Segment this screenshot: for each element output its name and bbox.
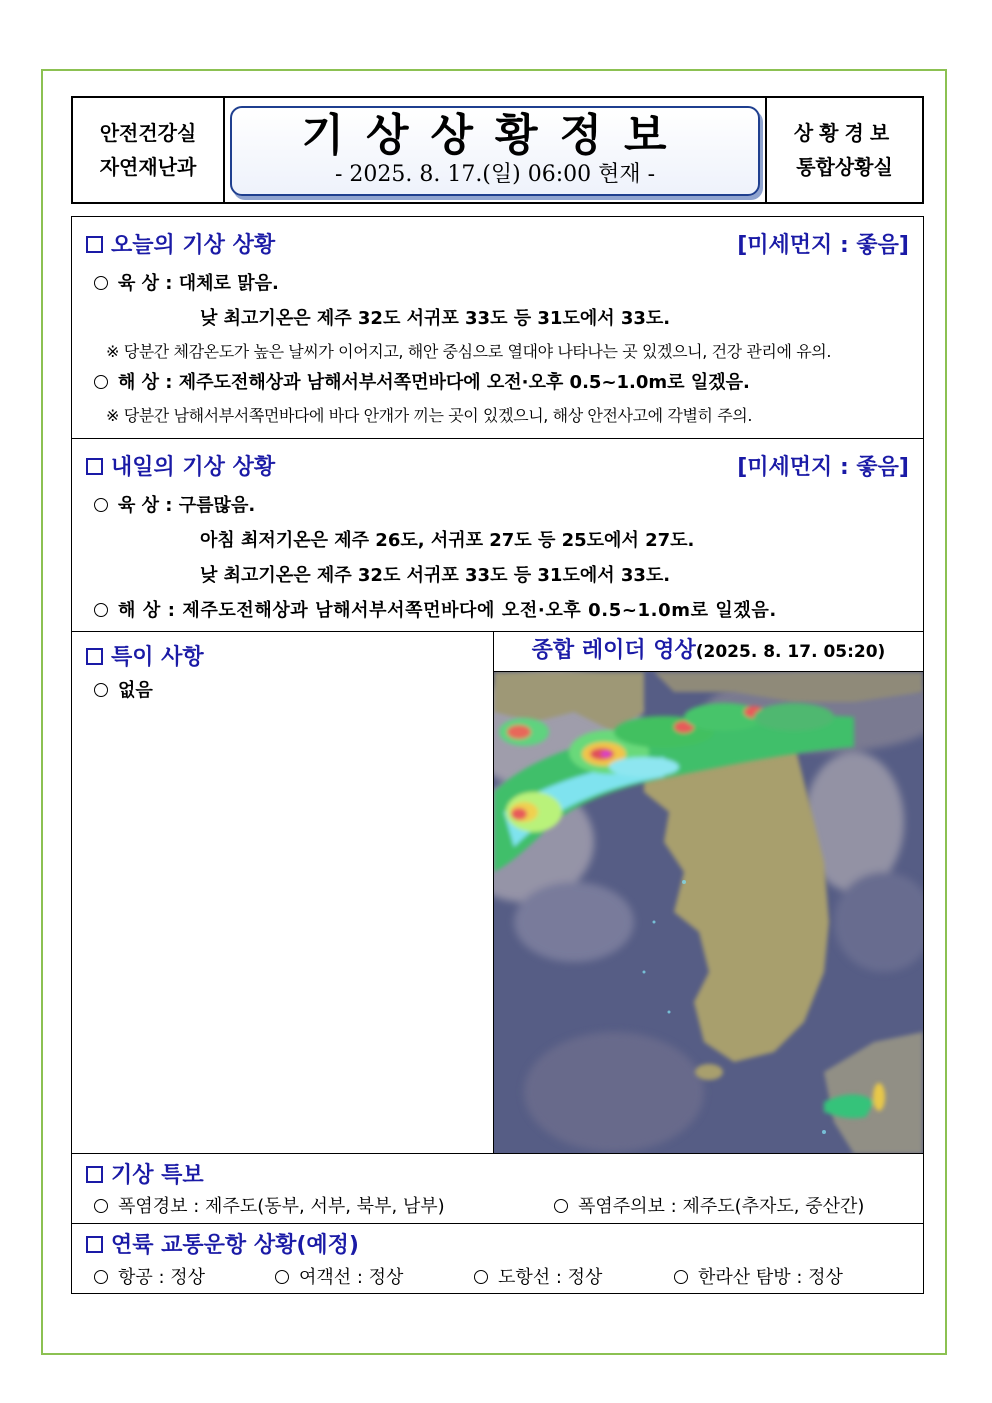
tomorrow-day-temp: 낮 최고기온은 제주 32도 서귀포 33도 등 31도에서 33도. [200,565,671,586]
transport-air: 항공 : 정상 [94,1263,205,1289]
transport-title: 연륙 교통운항 상황(예정) [86,1228,359,1259]
warning-section [72,1154,923,1224]
circle-bullet-icon [94,498,108,512]
tomorrow-section [72,439,923,632]
circle-bullet-icon [275,1270,289,1284]
today-land: 육 상 : 대체로 맑음. [94,269,279,295]
checkbox-icon [86,1236,103,1253]
special-item: 없음 [94,676,153,702]
circle-bullet-icon [554,1199,568,1213]
warning-item-heatwave: 폭염경보 : 제주도(동부, 서부, 북부, 남부) [94,1192,445,1218]
tomorrow-morning-temp: 아침 최저기온은 제주 26도, 서귀포 27도 등 25도에서 27도. [200,530,695,551]
today-dust: [미세먼지 : 좋음] [737,233,909,258]
checkbox-icon [86,1166,103,1183]
today-note-health: ※ 당분간 체감온도가 높은 날씨가 이어지고, 해안 중심으로 열대야 나타나는 곳 있겠으니, 건강 관리에 유의. [106,342,832,361]
transport-hallasan: 한라산 탐방 : 정상 [674,1263,843,1289]
tomorrow-land: 육 상 : 구름많음. [94,491,255,517]
office-line1: 상황경보 [793,121,896,145]
today-section [72,217,923,439]
warning-title: 기상 특보 [86,1158,204,1189]
radar-time: (2025. 8. 17. 05:20) [695,642,886,662]
circle-bullet-icon [94,1199,108,1213]
today-land-temp: 낮 최고기온은 제주 32도 서귀포 33도 등 31도에서 33도. [200,308,671,329]
today-note-sea: ※ 당분간 남해서부서쪽먼바다에 바다 안개가 끼는 곳이 있겠으니, 해상 안전사고에 각별히 주의. [106,406,753,425]
today-sea: 해 상 : 제주도전해상과 남해서부서쪽먼바다에 오전·오후 0.5~1.0m로 일겠음. [94,368,750,394]
circle-bullet-icon [474,1270,488,1284]
checkbox-icon [86,648,103,665]
report-body [71,216,924,1294]
transport-ferry: 여객선 : 정상 [275,1263,403,1289]
today-title: 오늘의 기상 상황 [86,228,275,259]
special-title: 특이 사항 [86,640,204,671]
circle-bullet-icon [94,603,108,617]
transport-island-ferry: 도항선 : 정상 [474,1263,602,1289]
radar-title: 종합 레이더 영상 [531,638,696,663]
tomorrow-sea: 해 상 : 제주도전해상과 남해서부서쪽먼바다에 오전·오후 0.5~1.0m로 일겠음. [94,596,777,622]
checkbox-icon [86,458,103,475]
radar-header [494,632,923,672]
radar-image [494,672,923,1154]
special-section [72,632,494,1154]
office-label [765,98,922,202]
report-header [71,96,924,204]
office-line2: 통합상황실 [796,155,893,179]
department-label [73,98,225,202]
department-line1: 안전건강실 [99,121,197,145]
report-date: - 2025. 8. 17.(일) 06:00 현재 - [334,162,656,187]
department-line2: 자연재난과 [99,155,197,179]
checkbox-icon [86,236,103,253]
radar-map [494,672,923,1154]
transport-section [72,1224,923,1294]
tomorrow-title: 내일의 기상 상황 [86,450,275,481]
circle-bullet-icon [94,276,108,290]
circle-bullet-icon [94,1270,108,1284]
tomorrow-dust: [미세먼지 : 좋음] [737,455,909,480]
circle-bullet-icon [674,1270,688,1284]
page-title: 기상상황정보 [301,110,689,161]
circle-bullet-icon [94,375,108,389]
title-box [230,106,760,196]
circle-bullet-icon [94,683,108,697]
advisory-item-heatwave: 폭염주의보 : 제주도(추자도, 중산간) [554,1192,864,1218]
